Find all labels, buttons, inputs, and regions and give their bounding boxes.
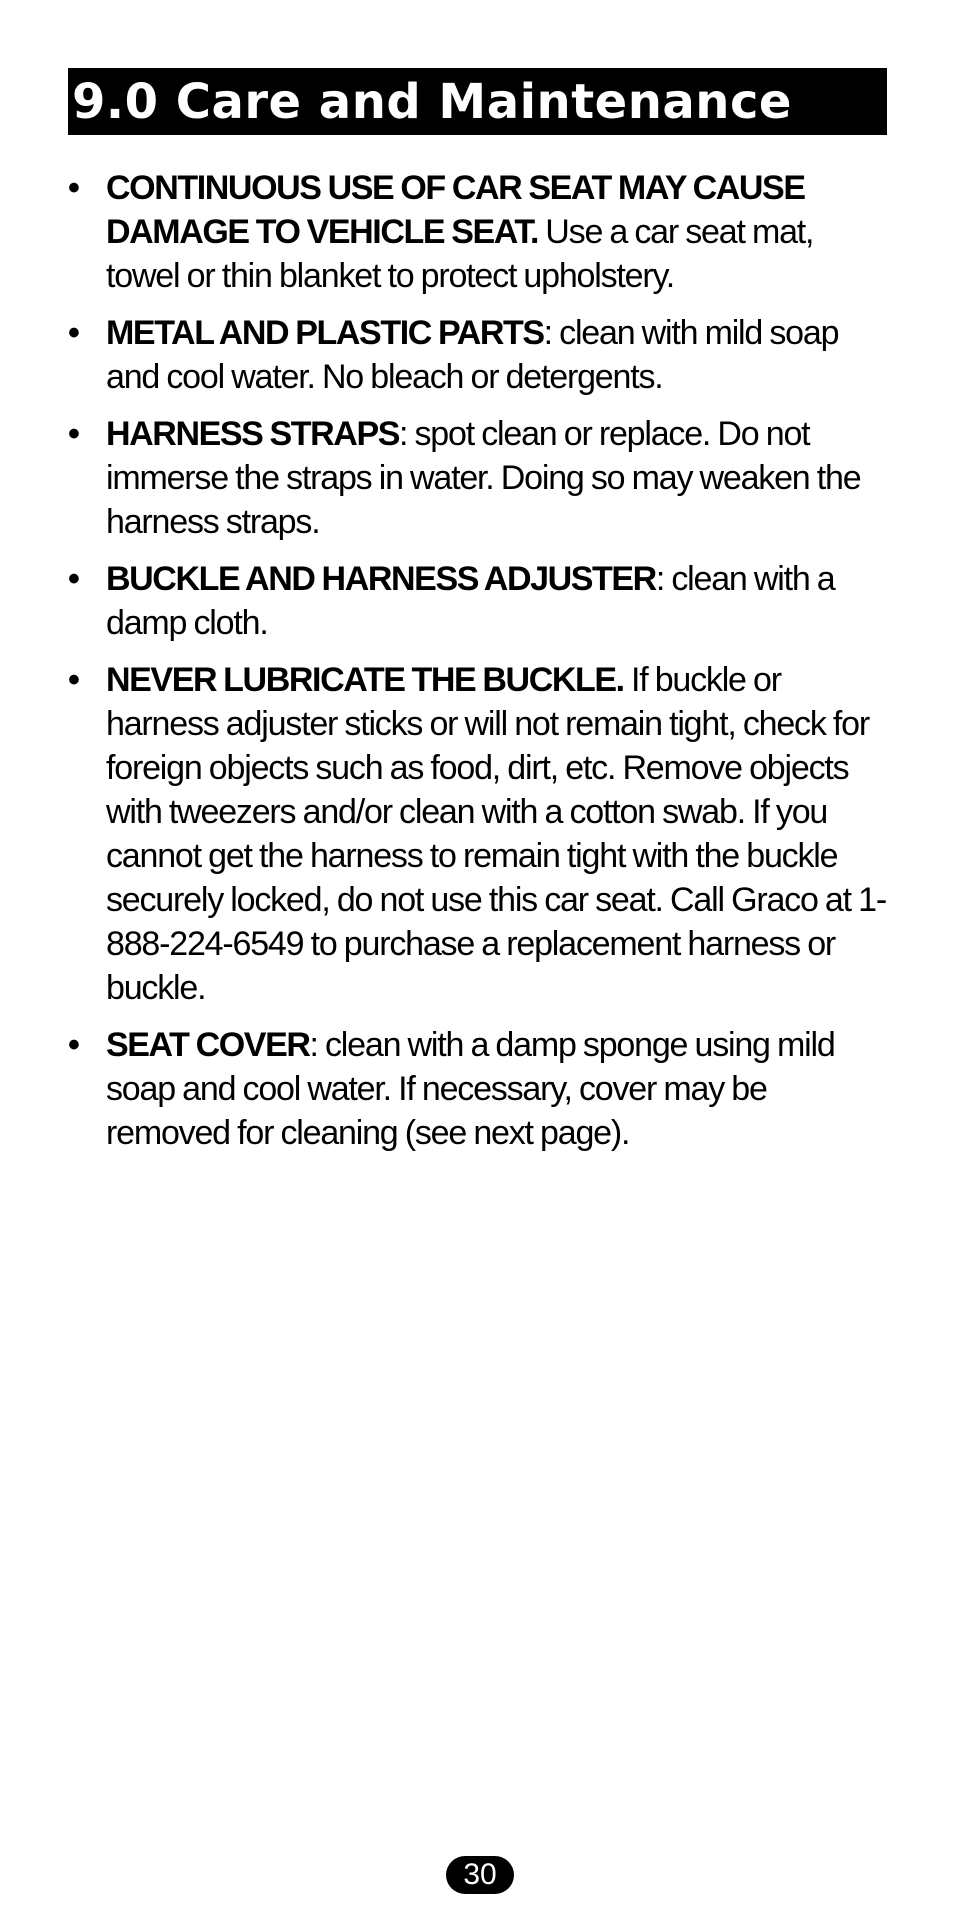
page-number-badge: 30	[446, 1856, 514, 1894]
item-body: Use a car seat mat, towel or thin blanket to protect upholstery.	[106, 213, 814, 295]
bullet-icon: •	[68, 661, 80, 699]
item-body: : clean with a damp cloth.	[106, 560, 835, 642]
list-item-text	[106, 1023, 888, 1155]
list-item	[68, 1023, 888, 1155]
section-header	[68, 68, 887, 135]
bullet-icon: •	[68, 560, 80, 598]
list-item-text	[106, 658, 888, 1010]
item-lead: HARNESS STRAPS	[106, 415, 400, 453]
item-body: : clean with mild soap and cool water. No bleach or detergents.	[106, 314, 839, 396]
item-body: : clean with a damp sponge using mild soap and cool water. If necessary, cover may be removed for cleaning (see next page).	[106, 1026, 835, 1152]
item-lead: NEVER LUBRICATE THE BUCKLE.	[106, 661, 624, 699]
item-lead: BUCKLE AND HARNESS ADJUSTER	[106, 560, 656, 598]
bullet-icon: •	[68, 1026, 80, 1064]
list-item-text	[106, 412, 888, 544]
item-body: : spot clean or replace. Do not immerse the straps in water. Doing so may weaken the harness straps.	[106, 415, 861, 541]
item-lead: CONTINUOUS USE OF CAR SEAT MAY CAUSE DAMAGE TO VEHICLE SEAT.	[106, 169, 805, 251]
bullet-icon: •	[68, 314, 80, 352]
section-title: 9.0 Care and Maintenance	[72, 73, 792, 130]
item-body: If buckle or harness adjuster sticks or will not remain tight, check for foreign objects such as food, dirt, etc. Remove objects with tweezers and/or clean with a cotton swab. If you cannot get the harness to remain tight with the buckle securely locked, do not use this car seat. Call Graco at 1-888-224-6549 to purchase a replacement harness or buckle.	[106, 661, 886, 1007]
list-item	[68, 658, 888, 1010]
item-lead: SEAT COVER	[106, 1026, 310, 1064]
list-item	[68, 557, 888, 645]
list-item-text	[106, 311, 888, 399]
bullet-icon: •	[68, 415, 80, 453]
list-item-text	[106, 166, 888, 298]
list-item	[68, 311, 888, 399]
list-item	[68, 412, 888, 544]
care-instructions-list	[68, 166, 888, 1168]
list-item	[68, 166, 888, 298]
list-item-text	[106, 557, 888, 645]
item-lead: METAL AND PLASTIC PARTS	[106, 314, 544, 352]
bullet-icon: •	[68, 169, 80, 207]
